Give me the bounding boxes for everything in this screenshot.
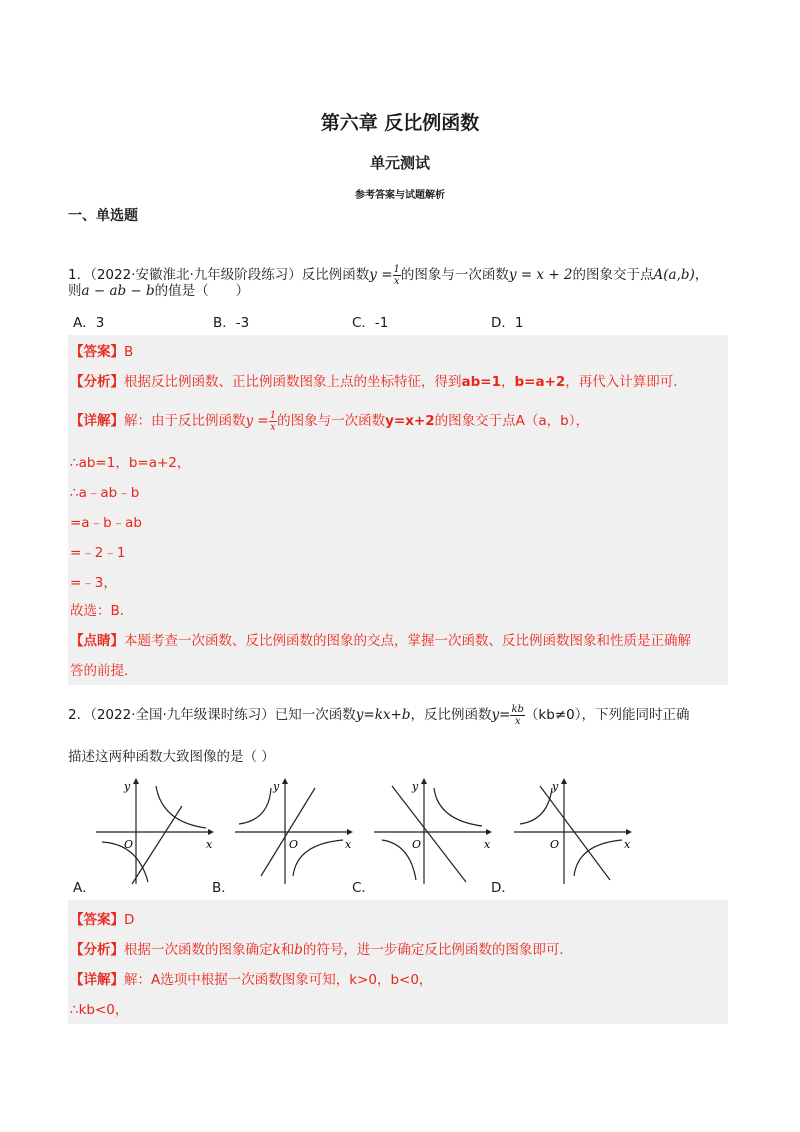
linear-line — [540, 786, 610, 880]
q1-detail: 【详解】解：由于反比例函数y = $\frac{1}{x}$ 的图象与一次函数y=x+2的图象交于点A（a，b）， — [70, 409, 589, 433]
q2-source: （2022·全国·九年级课时练习）已知一次函数 — [90, 707, 356, 723]
q2-condition: （kb≠0） — [524, 707, 582, 723]
q1-stem-line1: 1．（2022·安徽淮北·九年级阶段练习）反比例函数y = $\frac{1}{x}$ 的图象与一次函数y = x + 2的图象交于点A(a,b)， — [68, 263, 709, 287]
q1-step-4: =﹣2﹣1 — [70, 545, 126, 561]
hyperbola-branch-1 — [239, 788, 271, 824]
x-arrow — [208, 829, 214, 835]
q2-stem-line1: 2．（2022·全国·九年级课时练习）已知一次函数y=kx+b，反比例函数y= $\frac{kb}{x}$ （kb≠0），下列能同时正确 — [68, 703, 690, 727]
y-label: y — [124, 780, 131, 793]
origin-label: O — [412, 838, 422, 851]
q2-label-a: A． — [73, 880, 96, 896]
q1-option-b[interactable]: B．-3 — [213, 315, 250, 331]
q2-graph-a[interactable] — [92, 776, 214, 888]
q2-answer: 【答案】D — [70, 912, 135, 928]
q2-detail: 【详解】解：A选项中根据一次函数图象可知，k>0，b<0， — [70, 972, 433, 988]
q1-linear: y = x + 2 — [508, 267, 573, 283]
q2-graph-c[interactable] — [370, 776, 492, 888]
q1-option-c[interactable]: C．-1 — [352, 315, 389, 331]
q2-graph-d[interactable] — [510, 776, 632, 888]
x-arrow — [347, 829, 353, 835]
q1-analysis: 【分析】根据反比例函数、正比例函数图象上点的坐标特征，得到ab=1，b=a+2，再代入计算即可． — [70, 374, 687, 390]
origin-label: O — [124, 838, 134, 851]
y-arrow — [561, 778, 567, 784]
origin-label: O — [550, 838, 560, 851]
linear-line — [392, 786, 466, 882]
x-label: x — [345, 838, 352, 851]
q1-expression: a − ab − b — [81, 283, 155, 299]
q1-source: （2022·安徽淮北·九年级阶段练习）反比例函数 — [90, 267, 370, 283]
q1-step-1: ∴ab=1，b=a+2， — [70, 455, 191, 471]
q1-step-2: ∴a﹣ab﹣b — [70, 485, 140, 501]
q2-fraction: $\frac{kb}{x}$ — [511, 703, 524, 727]
q1-mid: 的图象与一次函数 — [400, 267, 509, 283]
q2-analysis: 【分析】根据一次函数的图象确定k和b的符号，进一步确定反比例函数的图象即可． — [70, 942, 573, 958]
y-arrow — [421, 778, 427, 784]
q1-option-d[interactable]: D．1 — [491, 315, 524, 331]
q1-comment-line2: 答的前提． — [70, 663, 138, 679]
q1-fraction: $\frac{1}{x}$ — [393, 263, 400, 287]
q2-solution-box — [68, 900, 728, 1024]
q1-mid2: 的图象交于点 — [572, 267, 654, 283]
q2-label-d: D． — [491, 880, 515, 896]
q2-label-b: B． — [212, 880, 235, 896]
q2-detail-step: ∴kb<0， — [70, 1002, 129, 1018]
q1-comment-box-continued — [68, 655, 728, 685]
answer-key-heading: 参考答案与试题解析 — [355, 190, 445, 201]
linear-line — [132, 806, 182, 884]
q1-step-5: =﹣3， — [70, 575, 117, 591]
hyperbola-branch-2 — [382, 840, 416, 880]
y-label: y — [412, 780, 419, 793]
hyperbola-branch-1 — [520, 788, 552, 824]
x-label: x — [624, 838, 631, 851]
q1-comment-line1: 【点睛】本题考查一次函数、反比例函数的图象的交点，掌握一次函数、反比例函数图象和性质是正确解 — [70, 633, 691, 649]
q1-number: 1． — [68, 267, 91, 283]
q2-stem-line2: 描述这两种函数大致图像的是（ ） — [68, 749, 275, 765]
q1-detail-fraction: $\frac{1}{x}$ — [269, 409, 277, 433]
y-arrow — [282, 778, 288, 784]
q2-graph-b[interactable] — [231, 776, 353, 888]
unit-test-subtitle: 单元测试 — [369, 154, 430, 172]
q1-option-a[interactable]: A．3 — [73, 315, 105, 331]
hyperbola-branch-2 — [574, 840, 622, 876]
hyperbola-branch-1 — [434, 788, 482, 826]
q1-step-6: 故选：B． — [70, 603, 134, 619]
q2-number: 2． — [68, 707, 91, 723]
q1-point: A(a,b) — [653, 267, 695, 283]
x-label: x — [206, 838, 213, 851]
origin-label: O — [289, 838, 299, 851]
q1-answer: 【答案】B — [70, 344, 134, 360]
q2-label-c: C． — [352, 880, 375, 896]
y-label: y — [552, 780, 559, 793]
q1-solution-box — [68, 335, 728, 655]
chapter-title: 第六章 反比例函数 — [320, 112, 480, 134]
q1-step-3: =a﹣b﹣ab — [70, 515, 142, 531]
y-label: y — [273, 780, 280, 793]
q1-stem-line2: 则a − ab − b的值是（ ） — [68, 283, 250, 299]
x-arrow — [486, 829, 492, 835]
hyperbola-branch-2 — [293, 840, 343, 876]
x-label: x — [484, 838, 491, 851]
q2-linear: y=kx+b — [355, 707, 411, 723]
y-arrow — [133, 778, 139, 784]
section-heading: 一、单选题 — [68, 208, 138, 224]
q1-y-eq: y = — [369, 267, 393, 283]
x-arrow — [626, 829, 632, 835]
